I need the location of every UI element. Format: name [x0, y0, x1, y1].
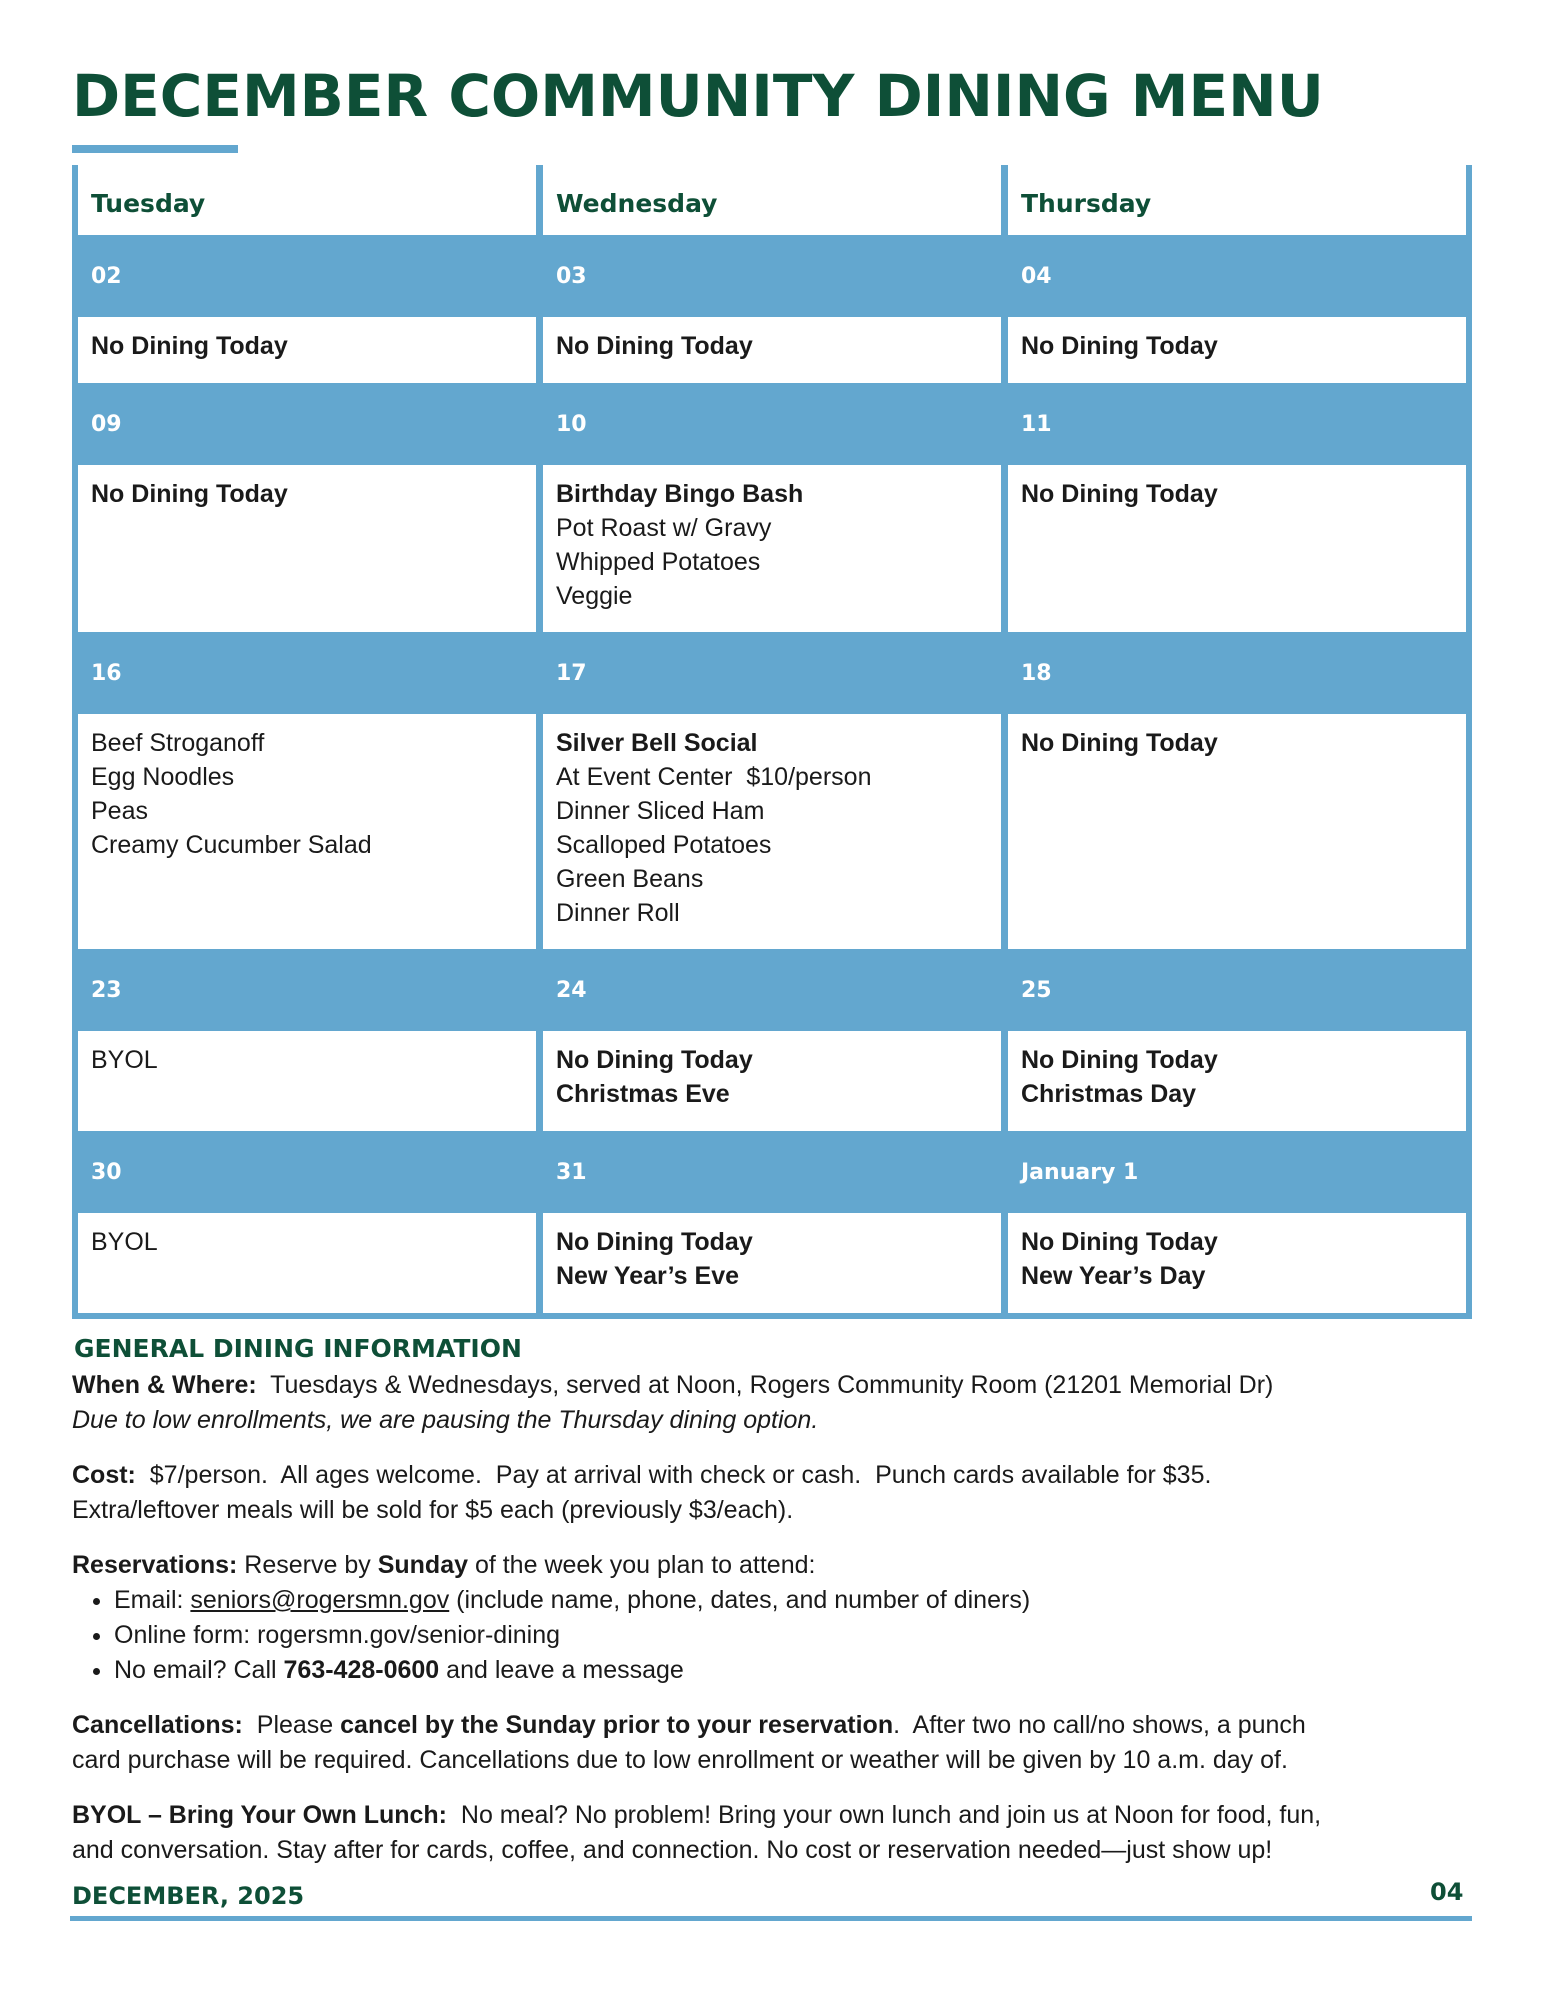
cancellations-deadline: cancel by the Sunday prior to your reservation [340, 1711, 894, 1739]
menu-holiday: Christmas Day [1021, 1080, 1197, 1108]
footer-rule [70, 1916, 1472, 1921]
when-text: Tuesdays & Wednesdays, served at Noon, Rogers Community Room (21201 Memorial Dr) [256, 1371, 1274, 1399]
menu-line: Dinner Roll [556, 899, 680, 927]
reservations-section [72, 1548, 1492, 1688]
email-suffix: (include name, phone, dates, and number of diners) [449, 1586, 1031, 1614]
menu-line: Creamy Cucumber Salad [91, 831, 372, 859]
date-label: 02 [91, 263, 122, 289]
menu-line: Scalloped Potatoes [556, 831, 772, 859]
call-prefix: No email? Call [114, 1656, 284, 1684]
menu-cell [1008, 1031, 1466, 1131]
menu-line: At Event Center $10/person [556, 763, 872, 791]
menu-cell [543, 714, 1001, 949]
day-name: Thursday [1021, 188, 1152, 218]
date-label: 31 [556, 1159, 587, 1185]
when-label: When & Where: [72, 1371, 257, 1399]
list-item [114, 1618, 1492, 1653]
menu-line: Egg Noodles [91, 763, 235, 791]
menu-line: No Dining Today [91, 332, 288, 360]
cost-label: Cost: [72, 1461, 136, 1489]
menu-cell [78, 465, 536, 632]
date-label: 23 [91, 977, 122, 1003]
menu-line: No Dining Today [1021, 1228, 1218, 1256]
cost-text: $7/person. All ages welcome. Pay at arrival with check or cash. Punch cards available for $35. [135, 1461, 1212, 1489]
online-form-text: Online form: rogersmn.gov/senior-dining [114, 1621, 561, 1649]
menu-line: No Dining Today [556, 1046, 753, 1074]
menu-line: BYOL [91, 1046, 158, 1074]
day-header-wednesday [543, 165, 1001, 235]
date-label: 24 [556, 977, 587, 1003]
byol-section [72, 1798, 1492, 1868]
date-label: 25 [1021, 977, 1052, 1003]
reservations-text: Reserve by [237, 1551, 378, 1579]
menu-line: Dinner Sliced Ham [556, 797, 765, 825]
cancellations-text-2: . After two no call/no shows, a punch [893, 1711, 1306, 1739]
email-prefix: Email: [114, 1586, 191, 1614]
cancellations-label: Cancellations: [72, 1711, 243, 1739]
byol-text: No meal? No problem! Bring your own lunch and join us at Noon for food, fun, [447, 1801, 1322, 1829]
date-label: 03 [556, 263, 587, 289]
menu-line: No Dining Today [1021, 332, 1218, 360]
call-suffix: and leave a message [439, 1656, 684, 1684]
menu-event-title: Silver Bell Social [556, 729, 758, 757]
general-info [72, 1332, 1492, 1888]
menu-line: Veggie [556, 582, 633, 610]
day-header-tuesday [78, 165, 536, 235]
byol-text-2: and conversation. Stay after for cards, coffee, and connection. No cost or reservation needed—just show up! [72, 1836, 1273, 1864]
menu-line: Peas [91, 797, 148, 825]
phone-number: 763-428-0600 [283, 1656, 440, 1684]
menu-cell [543, 1031, 1001, 1131]
cost-section [72, 1458, 1492, 1528]
menu-cell [543, 465, 1001, 632]
email-link[interactable]: seniors@rogersmn.gov [190, 1586, 450, 1614]
date-label: 17 [556, 660, 587, 686]
date-label: January 1 [1021, 1159, 1139, 1185]
page-number: 04 [1430, 1878, 1464, 1906]
reservation-methods [72, 1583, 1492, 1688]
date-label: 09 [91, 411, 122, 437]
menu-cell [1008, 1213, 1466, 1313]
menu-line: No Dining Today [556, 332, 753, 360]
cost-text-2: Extra/leftover meals will be sold for $5 each (previously $3/each). [72, 1496, 794, 1524]
info-heading: GENERAL DINING INFORMATION [74, 1334, 522, 1363]
menu-cell [78, 1213, 536, 1313]
day-name: Tuesday [91, 188, 206, 218]
menu-event-title: Birthday Bingo Bash [556, 480, 804, 508]
menu-line: No Dining Today [1021, 480, 1218, 508]
menu-cell [78, 714, 536, 949]
page-title: DECEMBER COMMUNITY DINING MENU [72, 62, 1324, 130]
menu-line: Whipped Potatoes [556, 548, 761, 576]
cancellations-text-3: card purchase will be required. Cancellations due to low enrollment or weather will be given by 10 a.m. day of. [72, 1746, 1288, 1774]
menu-cell [1008, 317, 1466, 383]
day-header-thursday [1008, 165, 1466, 235]
menu-line: No Dining Today [1021, 1046, 1218, 1074]
date-label: 04 [1021, 263, 1052, 289]
menu-cell [1008, 714, 1466, 949]
menu-line: Green Beans [556, 865, 704, 893]
menu-holiday: New Year’s Eve [556, 1262, 740, 1290]
menu-cell [78, 1031, 536, 1131]
cancellations-text: Please [242, 1711, 341, 1739]
date-label: 18 [1021, 660, 1052, 686]
date-label: 11 [1021, 411, 1052, 437]
reservations-label: Reservations: [72, 1551, 238, 1579]
menu-line: No Dining Today [1021, 729, 1218, 757]
menu-holiday: Christmas Eve [556, 1080, 730, 1108]
reservations-text-2: of the week you plan to attend: [468, 1551, 816, 1579]
reservations-day: Sunday [377, 1551, 468, 1579]
menu-cell [543, 1213, 1001, 1313]
menu-cell [1008, 465, 1466, 632]
day-name: Wednesday [556, 188, 718, 218]
menu-calendar [72, 165, 1472, 1319]
menu-line: BYOL [91, 1228, 158, 1256]
menu-holiday: New Year’s Day [1021, 1262, 1206, 1290]
menu-cell [78, 317, 536, 383]
list-item [114, 1583, 1492, 1618]
date-label: 30 [91, 1159, 122, 1185]
when-where-section [72, 1368, 1492, 1438]
menu-line: No Dining Today [556, 1228, 753, 1256]
title-underline [72, 145, 238, 153]
when-note: Due to low enrollments, we are pausing the Thursday dining option. [72, 1406, 819, 1434]
date-label: 10 [556, 411, 587, 437]
date-label: 16 [91, 660, 122, 686]
menu-line: Beef Stroganoff [91, 729, 265, 757]
list-item [114, 1653, 1492, 1688]
byol-label: BYOL – Bring Your Own Lunch: [72, 1801, 448, 1829]
menu-line: No Dining Today [91, 480, 288, 508]
cancellations-section [72, 1708, 1492, 1778]
menu-line: Pot Roast w/ Gravy [556, 514, 772, 542]
footer-date: DECEMBER, 2025 [72, 1882, 305, 1910]
menu-cell [543, 317, 1001, 383]
